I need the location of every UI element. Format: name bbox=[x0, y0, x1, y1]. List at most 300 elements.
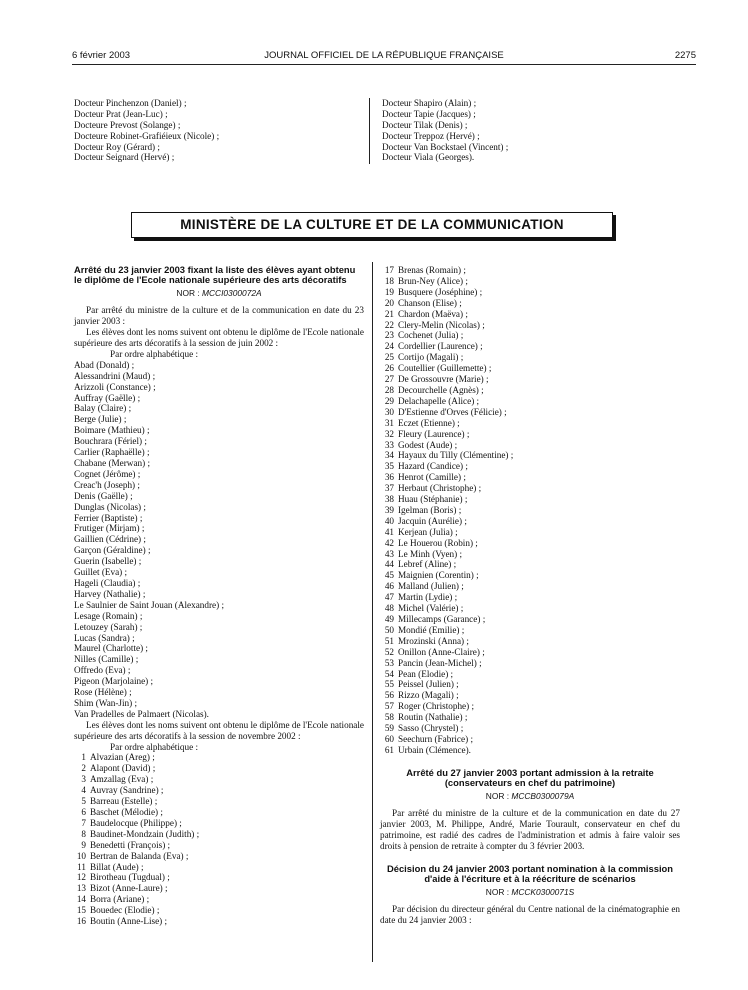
list-item bbox=[74, 600, 364, 611]
numbered-list-item bbox=[380, 461, 680, 472]
decision-nor: NOR : MCCK0300071S bbox=[485, 887, 575, 898]
numbered-list-item bbox=[380, 559, 680, 570]
list-item-text: Letouzey (Sarah) ; bbox=[74, 621, 143, 632]
list-item-text: Docteur Treppoz (Hervé) ; bbox=[382, 130, 480, 141]
arrete-2-nor-code: MCCB0300079A bbox=[511, 791, 575, 802]
list-item-text: Alessandrini (Maud) ; bbox=[74, 370, 156, 381]
list-item-text: Malland (Julien) ; bbox=[398, 581, 464, 592]
numbered-list-item bbox=[380, 374, 680, 385]
numbered-list-item bbox=[74, 818, 364, 829]
list-item-number: 48 bbox=[384, 603, 394, 614]
numbered-list-item bbox=[380, 309, 680, 320]
list-item-text: Cognet (Jérôme) ; bbox=[74, 468, 141, 479]
header-date: 6 février 2003 bbox=[72, 50, 131, 61]
list-item-number: 12 bbox=[76, 872, 86, 883]
list-item-number: 27 bbox=[384, 374, 394, 385]
list-item-text: Pean (Elodie) ; bbox=[398, 668, 454, 679]
numbered-list-item bbox=[74, 785, 364, 796]
graduate-list-june bbox=[74, 360, 364, 720]
numbered-list-item bbox=[380, 625, 680, 636]
list-item bbox=[74, 698, 364, 709]
numbered-list-item bbox=[380, 538, 680, 549]
list-item-text: Chardon (Maëva) ; bbox=[398, 308, 468, 319]
numbered-list-item bbox=[380, 734, 680, 745]
list-item bbox=[74, 665, 364, 676]
list-item-number: 5 bbox=[81, 796, 86, 807]
list-item-text: Boutin (Anne-Lise) ; bbox=[90, 916, 168, 927]
list-item-text: Brun-Ney (Alice) ; bbox=[398, 275, 468, 286]
list-item bbox=[382, 109, 682, 120]
numbered-list-item bbox=[380, 570, 680, 581]
list-item-text: Garçon (Géraldine) ; bbox=[74, 545, 151, 556]
list-item-text: Lesage (Romain) ; bbox=[74, 610, 143, 621]
list-item-text: Denis (Gaëlle) ; bbox=[74, 490, 133, 501]
list-item-text: Benedetti (François) ; bbox=[90, 839, 171, 850]
list-item-number: 18 bbox=[384, 275, 394, 286]
list-item-text: Peissel (Julien) ; bbox=[398, 679, 459, 690]
list-item-text: Baudinet-Mondzain (Judith) ; bbox=[90, 828, 200, 839]
list-item-number: 9 bbox=[81, 839, 86, 850]
list-item-text: Docteur Van Bockstael (Vincent) ; bbox=[382, 141, 509, 152]
list-item-number: 21 bbox=[384, 308, 394, 319]
numbered-list-item bbox=[74, 840, 364, 851]
numbered-list-item bbox=[380, 636, 680, 647]
numbered-list-item bbox=[74, 807, 364, 818]
list-item bbox=[74, 513, 364, 524]
list-item-number: 26 bbox=[384, 363, 394, 374]
numbered-list-item bbox=[74, 862, 364, 873]
list-item-number: 55 bbox=[384, 679, 394, 690]
list-item-number: 59 bbox=[384, 723, 394, 734]
list-item-number: 10 bbox=[76, 850, 86, 861]
list-item bbox=[74, 687, 364, 698]
list-item-number: 23 bbox=[384, 330, 394, 341]
list-item bbox=[74, 120, 360, 131]
list-item-text: Busquere (Joséphine) ; bbox=[398, 286, 483, 297]
list-item-text: Chabane (Merwan) ; bbox=[74, 458, 151, 468]
list-item-text: Maurel (Charlotte) ; bbox=[74, 643, 148, 654]
list-item bbox=[74, 142, 360, 153]
arrete-1-para3: Les élèves dont les noms suivent ont obtenu le diplôme de l'Ecole nationale supérieure des arts décoratifs à la session de novembre 2002 : bbox=[74, 719, 364, 741]
list-item-text: Amzallag (Eva) ; bbox=[90, 774, 154, 785]
list-item-number: 51 bbox=[384, 635, 394, 646]
numbered-list-item bbox=[380, 483, 680, 494]
numbered-list-item bbox=[380, 472, 680, 483]
list-item-number: 49 bbox=[384, 614, 394, 624]
numbered-list-item bbox=[380, 679, 680, 690]
decision-nor-code: MCCK0300071S bbox=[511, 887, 575, 898]
list-item-text: Mondié (Emilie) ; bbox=[398, 624, 465, 635]
numbered-list-item bbox=[380, 723, 680, 734]
list-item-text: Cochenet (Julia) ; bbox=[398, 330, 464, 341]
graduate-list-november-part1 bbox=[74, 752, 364, 927]
list-item-text: Henrot (Camille) ; bbox=[398, 472, 466, 483]
list-item-text: Hazard (Candice) ; bbox=[398, 461, 468, 472]
list-item-number: 34 bbox=[384, 450, 394, 461]
numbered-list-item bbox=[380, 505, 680, 516]
list-item-text: Docteure Robinet-Grafiéieux (Nicole) ; bbox=[74, 130, 220, 141]
numbered-list-item bbox=[380, 527, 680, 538]
list-item-number: 36 bbox=[384, 472, 394, 483]
list-item-text: Docteur Roy (Gérard) ; bbox=[74, 141, 160, 152]
numbered-list-item bbox=[74, 763, 364, 774]
numbered-list-item bbox=[74, 752, 364, 763]
list-item-text: Nilles (Camille) ; bbox=[74, 654, 139, 665]
list-item-number: 33 bbox=[384, 439, 394, 450]
right-column bbox=[380, 265, 680, 926]
list-item-text: Le Saulnier de Saint Jouan (Alexandre) ; bbox=[74, 599, 225, 610]
list-item-text: Seechurn (Fabrice) ; bbox=[398, 733, 473, 744]
top-right-list bbox=[382, 98, 682, 163]
list-item-text: Harvey (Nathalie) ; bbox=[74, 588, 146, 599]
numbered-list-item bbox=[380, 320, 680, 331]
list-item-text: Guillet (Eva) ; bbox=[74, 567, 128, 578]
list-item-text: Hageli (Claudia) ; bbox=[74, 577, 141, 588]
numbered-list-item bbox=[380, 669, 680, 680]
numbered-list-item bbox=[380, 592, 680, 603]
numbered-list-item bbox=[380, 363, 680, 374]
list-item bbox=[74, 709, 364, 720]
list-item-text: Decourchelle (Agnès) ; bbox=[398, 384, 484, 395]
list-item bbox=[74, 371, 364, 382]
list-item-text: Herbaut (Christophe) ; bbox=[398, 483, 482, 494]
numbered-list-item bbox=[380, 330, 680, 341]
list-item-number: 13 bbox=[76, 883, 86, 894]
list-item-text: Le Minh (Vyen) ; bbox=[398, 548, 463, 559]
list-item-number: 31 bbox=[384, 417, 394, 428]
list-item bbox=[74, 491, 364, 502]
list-item-text: Martin (Lydie) ; bbox=[398, 592, 458, 603]
list-item-text: Rizzo (Magali) ; bbox=[398, 690, 459, 701]
numbered-list-item bbox=[380, 516, 680, 527]
list-item-text: Offredo (Eva) ; bbox=[74, 665, 131, 676]
header-rule bbox=[72, 64, 696, 65]
list-item-text: Pancin (Jean-Michel) ; bbox=[398, 657, 482, 668]
list-item-number: 37 bbox=[384, 483, 394, 494]
list-item-text: Baschet (Mélodie) ; bbox=[90, 807, 163, 817]
numbered-list-item bbox=[380, 614, 680, 625]
list-item-text: Barreau (Estelle) ; bbox=[90, 796, 158, 807]
numbered-list-item bbox=[74, 796, 364, 807]
numbered-list-item bbox=[380, 701, 680, 712]
list-item-text: Baudelocque (Philippe) ; bbox=[90, 817, 182, 828]
list-item-text: Arizzoli (Constance) ; bbox=[74, 381, 156, 392]
list-item bbox=[382, 142, 682, 153]
arrete-1-para2: Les élèves dont les noms suivent ont obtenu le diplôme de l'Ecole nationale supérieure des arts décoratifs à la session de juin 2002 : bbox=[74, 327, 364, 349]
list-item-text: Boimare (Mathieu) ; bbox=[74, 425, 150, 436]
list-item-number: 42 bbox=[384, 537, 394, 548]
list-item-text: Hayaux du Tilly (Clémentine) ; bbox=[398, 450, 514, 461]
numbered-list-item bbox=[380, 352, 680, 363]
list-item-text: Brenas (Romain) ; bbox=[398, 265, 466, 275]
numbered-list-item bbox=[74, 774, 364, 785]
list-item-text: Carlier (Raphaëlle) ; bbox=[74, 447, 150, 458]
numbered-list-item bbox=[380, 690, 680, 701]
list-item-text: Bizot (Anne-Laure) ; bbox=[90, 883, 168, 894]
list-item bbox=[74, 393, 364, 404]
list-item-text: Rose (Hélène) ; bbox=[74, 687, 132, 698]
numbered-list-item bbox=[380, 341, 680, 352]
list-item-text: Docteur Tapie (Jacques) ; bbox=[382, 108, 476, 119]
list-item-text: Billat (Aude) ; bbox=[90, 861, 144, 872]
list-item bbox=[382, 98, 682, 109]
list-item bbox=[74, 556, 364, 567]
list-item-text: D'Estienne d'Orves (Félicie) ; bbox=[398, 406, 507, 417]
list-item-text: Fleury (Laurence) ; bbox=[398, 428, 470, 439]
arrete-1-title: Arrêté du 23 janvier 2003 fixant la liste des élèves ayant obtenu le diplôme de l'Ecole nationale supérieure des arts décoratifs bbox=[74, 264, 356, 286]
numbered-list-item bbox=[380, 385, 680, 396]
header-page-number: 2275 bbox=[674, 50, 696, 61]
page-header bbox=[72, 50, 696, 64]
list-item-number: 24 bbox=[384, 341, 394, 352]
list-item-text: Huau (Stéphanie) ; bbox=[398, 494, 468, 505]
list-item-text: Lebref (Aline) ; bbox=[398, 559, 457, 570]
list-item-text: Pigeon (Marjolaine) ; bbox=[74, 676, 154, 687]
list-item-number: 35 bbox=[384, 461, 394, 472]
list-item-text: Eczet (Etienne) ; bbox=[398, 417, 460, 428]
list-item bbox=[74, 502, 364, 513]
arrete-1-para1: Par arrêté du ministre de la culture et de la communication en date du 23 janvier 2003 : bbox=[74, 305, 364, 327]
list-item-number: 52 bbox=[384, 646, 394, 657]
numbered-list-item bbox=[380, 396, 680, 407]
list-item-number: 38 bbox=[384, 494, 394, 505]
numbered-list-item bbox=[380, 440, 680, 451]
list-item-text: Berge (Julie) ; bbox=[74, 414, 127, 425]
list-item-text: Le Houerou (Robin) ; bbox=[398, 537, 478, 548]
numbered-list-item bbox=[380, 549, 680, 560]
list-item bbox=[74, 152, 360, 163]
list-item-number: 44 bbox=[384, 559, 394, 570]
list-item-number: 7 bbox=[81, 817, 86, 828]
numbered-list-item bbox=[74, 872, 364, 883]
list-item-number: 60 bbox=[384, 733, 394, 744]
list-item bbox=[74, 643, 364, 654]
list-item bbox=[74, 458, 364, 469]
arrete-2-nor: NOR : MCCB0300079A bbox=[485, 791, 575, 802]
list-item bbox=[74, 447, 364, 458]
list-item-number: 46 bbox=[384, 581, 394, 592]
list-item-text: Onillon (Anne-Claire) ; bbox=[398, 646, 485, 657]
numbered-list-item bbox=[380, 494, 680, 505]
list-item-text: Urbain (Clémence). bbox=[398, 744, 471, 755]
graduate-list-november-part2 bbox=[380, 265, 680, 756]
list-item-text: Jacquin (Aurélie) ; bbox=[398, 515, 467, 526]
list-item bbox=[382, 120, 682, 131]
numbered-list-item bbox=[380, 450, 680, 461]
list-item-number: 50 bbox=[384, 624, 394, 635]
numbered-list-item bbox=[74, 894, 364, 905]
list-item-number: 19 bbox=[384, 286, 394, 297]
list-item-number: 53 bbox=[384, 657, 394, 668]
list-item-number: 1 bbox=[81, 752, 86, 763]
list-item-text: Bouedec (Elodie) ; bbox=[90, 905, 160, 916]
decision-para: Par décision du directeur général du Centre national de la cinématographie en date du 24 janvier 2003 : bbox=[380, 904, 680, 925]
list-item-number: 14 bbox=[76, 894, 86, 905]
list-item-text: Docteur Viala (Georges). bbox=[382, 152, 475, 163]
list-item-text: Lucas (Sandra) ; bbox=[74, 632, 135, 643]
numbered-list-item bbox=[74, 829, 364, 840]
list-item-text: Bouchrara (Fériel) ; bbox=[74, 436, 147, 447]
arrete-2-title: Arrêté du 27 janvier 2003 portant admission à la retraite (conservateurs en chef du patrimoine) bbox=[406, 766, 654, 788]
list-item bbox=[74, 567, 364, 578]
list-item-text: Balay (Claire) ; bbox=[74, 403, 132, 414]
list-item-number: 39 bbox=[384, 504, 394, 515]
list-item-text: Delachapelle (Alice) ; bbox=[398, 395, 480, 406]
top-left-list bbox=[74, 98, 360, 163]
list-item bbox=[74, 360, 364, 371]
list-item bbox=[74, 480, 364, 491]
numbered-list-item bbox=[380, 712, 680, 723]
numbered-list-item bbox=[380, 745, 680, 756]
list-item-number: 41 bbox=[384, 526, 394, 537]
list-item-text: Sasso (Chrystel) ; bbox=[398, 723, 464, 734]
decision-title: Décision du 24 janvier 2003 portant nomination à la commission d'aide à l'écriture et à la réécriture de scénarios bbox=[386, 862, 673, 884]
list-item-text: Mrozinski (Anna) ; bbox=[398, 635, 469, 646]
list-item-text: Auvray (Sandrine) ; bbox=[90, 785, 164, 796]
list-item-text: Docteur Prat (Jean-Luc) ; bbox=[74, 108, 168, 119]
list-item-number: 61 bbox=[384, 744, 394, 755]
list-item-text: Clery-Melin (Nicolas) ; bbox=[398, 319, 485, 330]
numbered-list-item bbox=[380, 418, 680, 429]
list-item bbox=[382, 131, 682, 142]
list-item-number: 11 bbox=[77, 861, 86, 872]
list-item-number: 22 bbox=[384, 319, 394, 330]
list-item bbox=[382, 152, 682, 163]
numbered-list-item bbox=[380, 603, 680, 614]
list-item bbox=[74, 633, 364, 644]
list-item-text: De Grossouvre (Marie) ; bbox=[398, 374, 489, 385]
list-item-text: Docteur Tilak (Denis) ; bbox=[382, 119, 468, 130]
list-item bbox=[74, 425, 364, 436]
list-item-text: Godest (Aude) ; bbox=[398, 439, 458, 450]
list-item-text: Maignien (Corentin) ; bbox=[398, 570, 479, 581]
numbered-list-item bbox=[380, 287, 680, 298]
list-item-text: Borra (Ariane) ; bbox=[90, 894, 150, 905]
list-item-text: Gaillien (Cédrine) ; bbox=[74, 534, 146, 545]
list-item-text: Van Pradelles de Palmaert (Nicolas). bbox=[74, 708, 209, 719]
list-item-text: Bertran de Balanda (Eva) ; bbox=[90, 850, 189, 861]
list-item-number: 17 bbox=[384, 265, 394, 275]
list-item-number: 6 bbox=[81, 807, 86, 817]
list-item-number: 8 bbox=[81, 828, 86, 839]
numbered-list-item bbox=[380, 265, 680, 276]
list-item-number: 16 bbox=[76, 916, 86, 927]
list-item-number: 47 bbox=[384, 592, 394, 603]
numbered-list-item bbox=[380, 298, 680, 309]
order-label-1: Par ordre alphabétique : bbox=[110, 348, 199, 359]
list-item bbox=[74, 523, 364, 534]
list-item-text: Cortijo (Magali) ; bbox=[398, 352, 464, 363]
list-item-text: Alapont (David) ; bbox=[90, 763, 156, 774]
list-item-number: 57 bbox=[384, 701, 394, 712]
list-item-text: Frutiger (Mirjam) ; bbox=[74, 523, 145, 534]
list-item-number: 56 bbox=[384, 690, 394, 701]
list-item bbox=[74, 109, 360, 120]
list-item-text: Coutellier (Guillemette) ; bbox=[398, 363, 492, 374]
list-item bbox=[74, 414, 364, 425]
list-item-number: 15 bbox=[76, 905, 86, 916]
list-item-number: 54 bbox=[384, 668, 394, 679]
list-item-number: 58 bbox=[384, 712, 394, 723]
list-item-text: Ferrier (Baptiste) ; bbox=[74, 512, 143, 523]
list-item-number: 40 bbox=[384, 515, 394, 526]
arrete-2-para: Par arrêté du ministre de la culture et de la communication en date du 27 janvier 2003, M. Philippe, André, Marie Tourault, conservateur en chef du patrimoine, est radié des cadres de l'administration et admis à faire valoir ses droits à pension de retraite à compter du 3 février 2003. bbox=[380, 808, 680, 851]
list-item-text: Docteur Seignard (Hervé) ; bbox=[74, 152, 175, 163]
numbered-list-item bbox=[380, 647, 680, 658]
column-divider bbox=[372, 262, 373, 962]
list-item-number: 29 bbox=[384, 395, 394, 406]
numbered-list-item bbox=[380, 658, 680, 669]
list-item bbox=[74, 534, 364, 545]
numbered-list-item bbox=[380, 429, 680, 440]
numbered-list-item bbox=[74, 851, 364, 862]
list-item-number: 45 bbox=[384, 570, 394, 581]
list-item-text: Docteur Pinchenzon (Daniel) ; bbox=[74, 98, 187, 108]
list-item-text: Igelman (Boris) ; bbox=[398, 504, 462, 515]
numbered-list-item bbox=[74, 905, 364, 916]
list-item bbox=[74, 545, 364, 556]
list-item-text: Dunglas (Nicolas) ; bbox=[74, 501, 146, 512]
list-item bbox=[74, 589, 364, 600]
list-item-number: 43 bbox=[384, 548, 394, 559]
list-item bbox=[74, 611, 364, 622]
list-item-text: Michel (Valérie) ; bbox=[398, 603, 464, 614]
header-journal: JOURNAL OFFICIEL DE LA RÉPUBLIQUE FRANÇAISE bbox=[264, 50, 504, 61]
list-item-number: 28 bbox=[384, 384, 394, 395]
list-item bbox=[74, 578, 364, 589]
list-item bbox=[74, 403, 364, 414]
list-item-text: Guerin (Isabelle) ; bbox=[74, 556, 142, 567]
order-label-2: Par ordre alphabétique : bbox=[110, 741, 199, 752]
arrete-1-nor-code: MCCI0300072A bbox=[202, 288, 262, 299]
list-item-number: 30 bbox=[384, 406, 394, 417]
list-item bbox=[74, 382, 364, 393]
numbered-list-item bbox=[74, 883, 364, 894]
list-item bbox=[74, 98, 360, 109]
list-item-text: Docteur Shapiro (Alain) ; bbox=[382, 98, 477, 108]
list-item bbox=[74, 654, 364, 665]
list-item-text: Millecamps (Garance) ; bbox=[398, 614, 486, 624]
list-item-number: 25 bbox=[384, 352, 394, 363]
list-item-text: Kerjean (Julia) ; bbox=[398, 526, 458, 537]
list-item-text: Roger (Christophe) ; bbox=[398, 701, 475, 712]
list-item-text: Birotheau (Tugdual) ; bbox=[90, 872, 170, 883]
list-item-number: 2 bbox=[81, 763, 86, 774]
numbered-list-item bbox=[380, 276, 680, 287]
list-item bbox=[74, 676, 364, 687]
list-item-number: 20 bbox=[384, 297, 394, 308]
list-item-text: Docteure Prevost (Solange) ; bbox=[74, 119, 181, 130]
list-item bbox=[74, 131, 360, 142]
list-item-number: 4 bbox=[81, 785, 86, 796]
arrete-1-nor: NOR : MCCI0300072A bbox=[176, 288, 262, 299]
list-item-text: Abad (Donald) ; bbox=[74, 359, 135, 370]
list-item bbox=[74, 622, 364, 633]
list-item-text: Chanson (Elise) ; bbox=[398, 297, 462, 308]
left-column bbox=[74, 265, 364, 927]
list-item-text: Cordellier (Laurence) ; bbox=[398, 341, 483, 352]
ministry-banner: MINISTÈRE DE LA CULTURE ET DE LA COMMUNICATION bbox=[131, 212, 613, 238]
numbered-list-item bbox=[74, 916, 364, 927]
list-item-text: Alvazian (Areg) ; bbox=[90, 752, 155, 763]
list-item-text: Shim (Wan-Jin) ; bbox=[74, 697, 138, 708]
list-item bbox=[74, 469, 364, 480]
list-item-number: 32 bbox=[384, 428, 394, 439]
list-item-number: 3 bbox=[81, 774, 86, 785]
list-item-text: Creac'h (Joseph) ; bbox=[74, 479, 140, 490]
column-divider-top bbox=[369, 98, 370, 164]
list-item-text: Auffray (Gaëlle) ; bbox=[74, 392, 141, 403]
